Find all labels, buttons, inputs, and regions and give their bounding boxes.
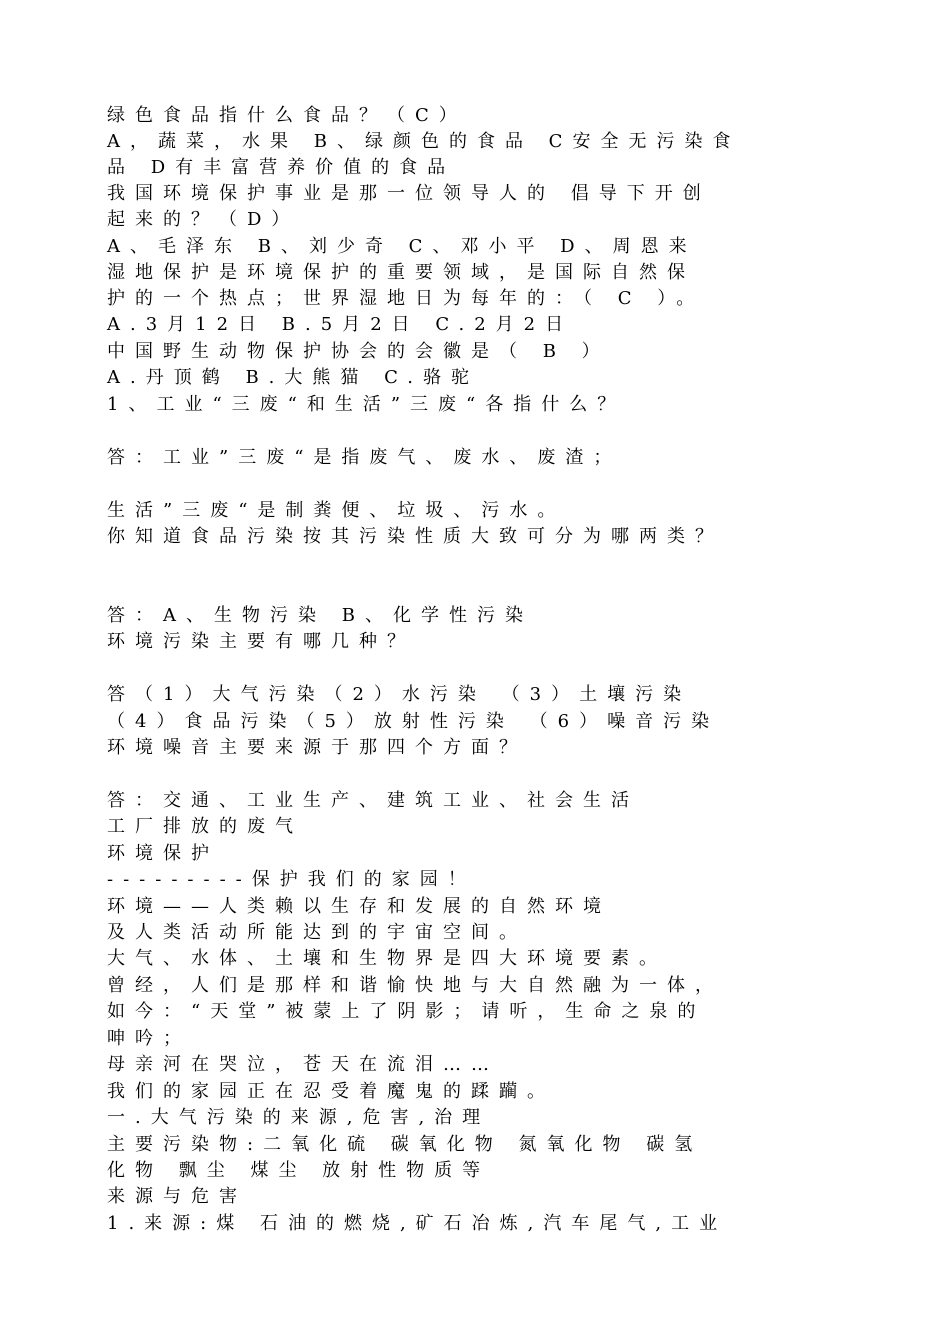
text-line: 化物 飘尘 煤尘 放射性物质等 — [107, 1160, 491, 1181]
text-line: 湿地保护是环境保护的重要领域，是国际自然保 — [107, 262, 695, 283]
text-line: 来源与危害 — [107, 1186, 247, 1207]
text-line: 工厂排放的废气 — [107, 816, 303, 837]
text-line: 品 D有丰富营养价值的食品 — [107, 157, 456, 178]
text-line: 如今：“天堂”被蒙上了阴影；请听，生命之泉的 — [107, 1001, 706, 1022]
text-line: ---------保护我们的家园！ — [107, 869, 476, 890]
text-line: A，蔬菜，水果 B、绿颜色的食品 C安全无污染食 — [107, 131, 741, 152]
text-line: （4）食品污染（5）放射性污染 （6）噪音污染 — [107, 711, 720, 732]
text-line: 你知道食品污染按其污染性质大致可分为哪两类？ — [107, 526, 723, 547]
text-line: 环境保护 — [107, 843, 219, 864]
text-line: 1.来源:煤 石油的燃烧,矿石冶炼,汽车尾气,工业 — [107, 1213, 728, 1234]
text-line: 生活”三废“是制粪便、垃圾、污水。 — [107, 500, 566, 521]
text-line: 起来的？（D） — [107, 209, 300, 230]
text-line: 母亲河在哭泣，苍天在流泪…… — [107, 1054, 499, 1075]
text-line: 呻吟； — [107, 1028, 191, 1049]
text-line: A.3月12日 B.5月2日 C.2月2日 — [107, 314, 574, 335]
text-line: 护的一个热点；世界湿地日为每年的：（ C ）。 — [107, 288, 705, 309]
text-line: A、毛泽东 B、刘少奇 C、邓小平 D、周恩来 — [107, 236, 697, 257]
text-line: 及人类活动所能达到的宇宙空间。 — [107, 922, 527, 943]
text-line: 主要污染物:二氧化硫 碳氧化物 氮氧化物 碳氢 — [107, 1134, 703, 1155]
text-line: A.丹顶鹤 B.大熊猫 C.骆驼 — [107, 367, 479, 388]
text-line: 我们的家园正在忍受着魔鬼的蹂躏。 — [107, 1081, 555, 1102]
text-line: 一.大气污染的来源,危害,治理 — [107, 1107, 491, 1128]
text-line: 1、工业“三废“和生活”三废“各指什么？ — [107, 394, 626, 415]
text-line: 环境噪音主要来源于那四个方面？ — [107, 737, 527, 758]
text-line: 大气、水体、土壤和生物界是四大环境要素。 — [107, 948, 667, 969]
text-line: 答：工业”三废“是指废气、废水、废渣； — [107, 447, 622, 468]
text-line: 环境污染主要有哪几种？ — [107, 631, 415, 652]
text-line: 答：A、生物污染 B、化学性污染 — [107, 605, 533, 626]
text-line: 环境——人类赖以生存和发展的自然环境 — [107, 896, 611, 917]
text-line: 答（1）大气污染（2）水污染 （3）土壤污染 — [107, 684, 692, 705]
text-line: 中国野生动物保护协会的会徽是（ B ） — [107, 341, 610, 362]
text-line: 我国环境保护事业是那一位领导人的 倡导下开创 — [107, 183, 711, 204]
text-line: 答：交通、工业生产、建筑工业、社会生活 — [107, 790, 639, 811]
text-line: 曾经，人们是那样和谐愉快地与大自然融为一体， — [107, 975, 723, 996]
text-line: 绿色食品指什么食品？（C） — [107, 105, 467, 126]
